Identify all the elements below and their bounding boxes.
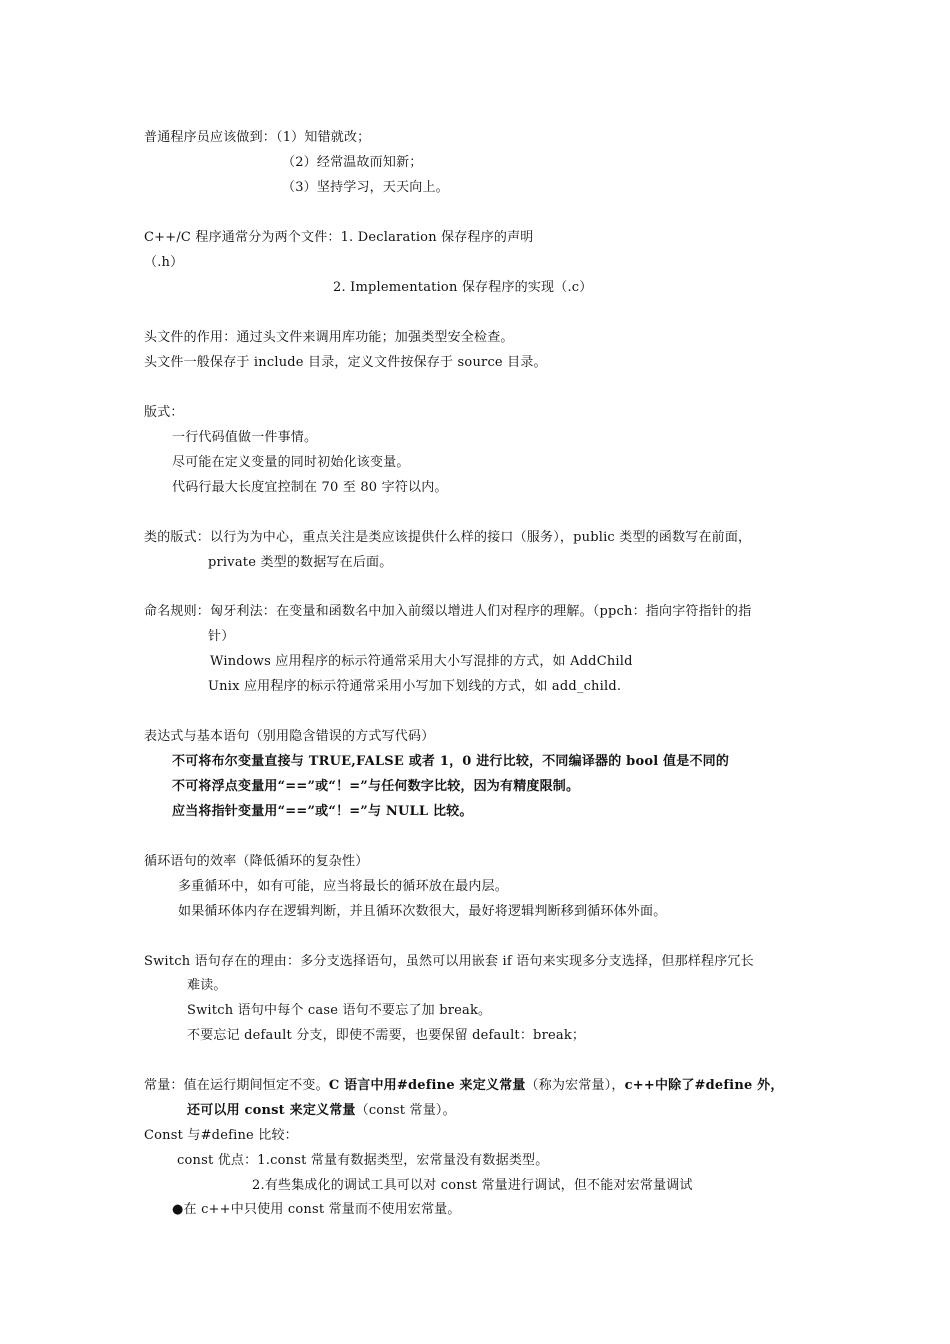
constants-line-5: 2.有些集成化的调试工具可以对 const 常量进行调试，但不能对宏常量调试 bbox=[252, 1178, 693, 1193]
naming-line-1: 命名规则：匈牙利法：在变量和函数名中加入前缀以增进人们对程序的理解。（ppch：指向字符指针的指 bbox=[144, 604, 752, 619]
constants-cpp-define: c++中除了#define 外， bbox=[624, 1078, 784, 1093]
constants-macro-note: （称为宏常量）， bbox=[525, 1078, 625, 1093]
programmer-line-2: （2）经常温故而知新； bbox=[282, 155, 423, 170]
class-format-line-1: 类的版式：以行为为中心，重点关注是类应该提供什么样的接口（服务），public 类型的函数写在前面， bbox=[144, 530, 752, 545]
loops-line-2: 如果循环体内存在逻辑判断，并且循环次数很大，最好将逻辑判断移到循环体外面。 bbox=[178, 904, 667, 919]
naming-line-4: Unix 应用程序的标示符通常采用小写加下划线的方式，如 add_child. bbox=[208, 679, 622, 694]
expressions-title: 表达式与基本语句（别用隐含错误的方式写代码） bbox=[144, 729, 435, 744]
switch-line-2: 难读。 bbox=[187, 978, 227, 993]
naming-line-2: 针） bbox=[208, 629, 235, 644]
loops-line-1: 多重循环中，如有可能，应当将最长的循环放在最内层。 bbox=[178, 879, 509, 894]
format-title: 版式： bbox=[144, 405, 184, 420]
switch-line-1: Switch 语句存在的理由：多分支选择语句，虽然可以用嵌套 if 语句来实现多分支选择，但那样程序冗长 bbox=[144, 954, 754, 969]
switch-line-4: 不要忘记 default 分支，即使不需要，也要保留 default：break； bbox=[187, 1028, 586, 1043]
programmer-line-3: （3）坚持学习，天天向上。 bbox=[282, 180, 449, 195]
constants-line-3: Const 与#define 比较： bbox=[144, 1128, 298, 1143]
headers-line-2: 头文件一般保存于 include 目录，定义文件按保存于 source 目录。 bbox=[144, 355, 547, 370]
expressions-rule-1: 不可将布尔变量直接与 TRUE,FALSE 或者 1，0 进行比较，不同编译器的 bool 值是不同的 bbox=[172, 754, 730, 769]
naming-line-3: Windows 应用程序的标示符通常采用大小写混排的方式，如 AddChild bbox=[210, 654, 633, 669]
headers-line-1: 头文件的作用：通过头文件来调用库功能；加强类型安全检查。 bbox=[144, 330, 514, 345]
loops-title: 循环语句的效率（降低循环的复杂性） bbox=[144, 854, 369, 869]
format-line-2: 尽可能在定义变量的同时初始化该变量。 bbox=[172, 455, 410, 470]
constants-const-define: 还可以用 const 来定义常量 bbox=[187, 1103, 356, 1118]
files-line-3: 2. Implementation 保存程序的实现（.c） bbox=[333, 280, 593, 295]
expressions-rule-2: 不可将浮点变量用“==”或“！=”与任何数字比较，因为有精度限制。 bbox=[172, 779, 580, 794]
switch-line-3: Switch 语句中每个 case 语句不要忘了加 break。 bbox=[187, 1003, 492, 1018]
constants-line-6: ●在 c++中只使用 const 常量而不使用宏常量。 bbox=[172, 1202, 461, 1217]
class-format-line-2: private 类型的数据写在后面。 bbox=[208, 555, 393, 570]
expressions-rule-3: 应当将指针变量用“==”或“！=”与 NULL 比较。 bbox=[172, 804, 473, 819]
constants-line-4: const 优点：1.const 常量有数据类型，宏常量没有数据类型。 bbox=[177, 1153, 549, 1168]
files-line-1: C++/C 程序通常分为两个文件：1. Declaration 保存程序的声明 bbox=[144, 230, 534, 245]
constants-const-note: （const 常量）。 bbox=[355, 1103, 456, 1118]
programmer-line-1: 普通程序员应该做到：（1）知错就改； bbox=[144, 130, 371, 145]
constants-line-2 bbox=[187, 1102, 456, 1120]
files-line-2: （.h） bbox=[144, 255, 184, 270]
format-line-3: 代码行最大长度宜控制在 70 至 80 字符以内。 bbox=[172, 480, 448, 495]
format-line-1: 一行代码值做一件事情。 bbox=[172, 430, 318, 445]
constants-c-define: C 语言中用#define 来定义常量 bbox=[328, 1078, 526, 1093]
constants-intro: 常量：值在运行期间恒定不变。 bbox=[144, 1078, 329, 1093]
constants-line-1 bbox=[144, 1077, 784, 1095]
